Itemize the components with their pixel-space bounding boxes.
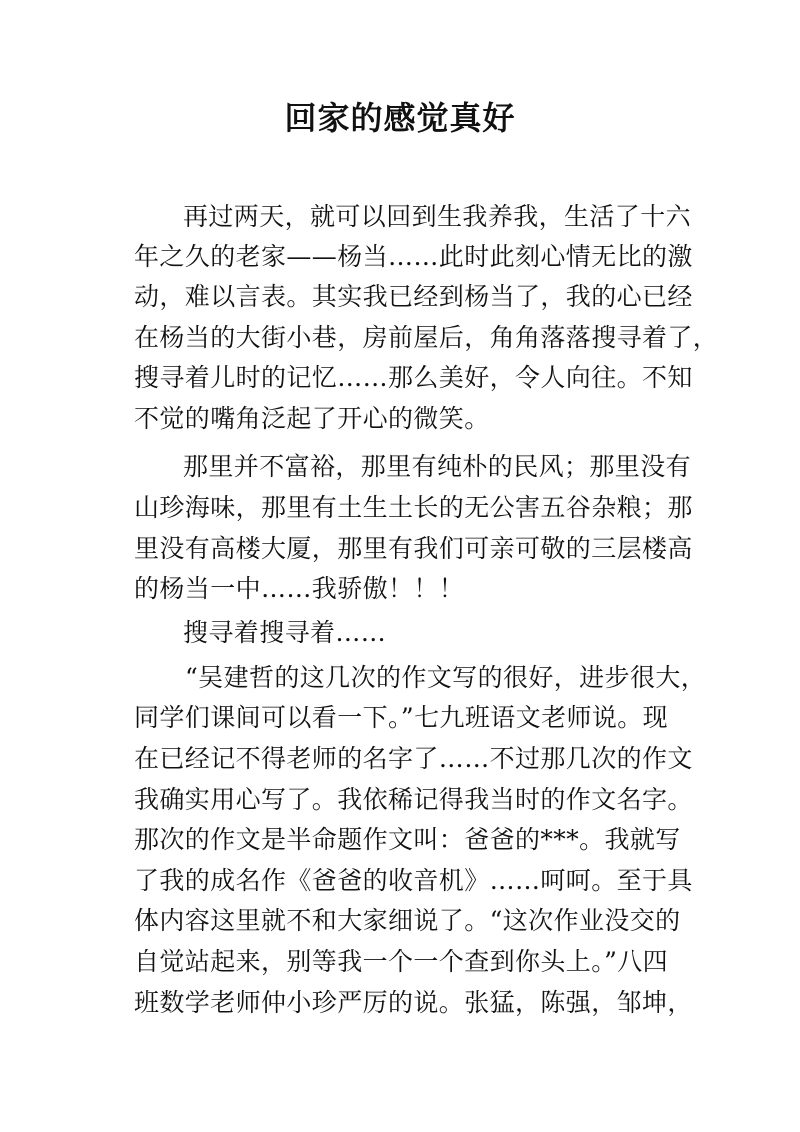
paragraph-line: 在杨当的大街小巷，房前屋后，角角落落搜寻着了，	[134, 323, 719, 352]
paragraph-line: 了我的成名作《爸爸的收音机》……呵呵。至于具	[134, 866, 693, 895]
paragraph-line: 里没有高楼大厦，那里有我们可亲可敬的三层楼高	[134, 534, 693, 563]
paragraph-line: 我确实用心写了。我依稀记得我当时的作文名字。	[134, 785, 693, 814]
paragraph-line: “吴建哲的这几次的作文写的很好，进步很大，	[185, 663, 707, 692]
paragraph-line: 再过两天，就可以回到生我养我，生活了十六	[183, 202, 692, 231]
paragraph-line: 山珍海味，那里有土生土长的无公害五谷杂粮；那	[134, 493, 693, 522]
paragraph-line: 那里并不富裕，那里有纯朴的民风；那里没有	[183, 452, 692, 481]
paragraph-line: 体内容这里就不和大家细说了。“这次作业没交的	[134, 906, 681, 935]
paragraph-line: 班数学老师仲小珍严厉的说。张猛，陈强，邹坤，	[134, 988, 693, 1017]
paragraph-line: 在已经记不得老师的名字了……不过那几次的作文	[134, 744, 693, 773]
paragraph-line: 动，难以言表。其实我已经到杨当了，我的心已经	[134, 282, 693, 311]
paragraph-line: 搜寻着儿时的记忆……那么美好，令人向往。不知	[134, 363, 693, 392]
paragraph-line: 那次的作文是半命题作文叫：爸爸的***。我就写	[134, 825, 681, 854]
document-title: 回家的感觉真好	[284, 99, 516, 137]
paragraph-line: 的杨当一中……我骄傲！！！	[134, 574, 465, 603]
paragraph-line: 同学们课间可以看一下。”七九班语文老师说。现	[134, 703, 669, 732]
paragraph-line: 年之久的老家——杨当……此时此刻心情无比的激	[134, 242, 693, 271]
paragraph-line: 搜寻着搜寻着……	[183, 618, 387, 647]
paragraph-line: 不觉的嘴角泛起了开心的微笑。	[134, 404, 490, 433]
paragraph-line: 自觉站起来，别等我一个一个查到你头上。”八四	[134, 947, 669, 976]
